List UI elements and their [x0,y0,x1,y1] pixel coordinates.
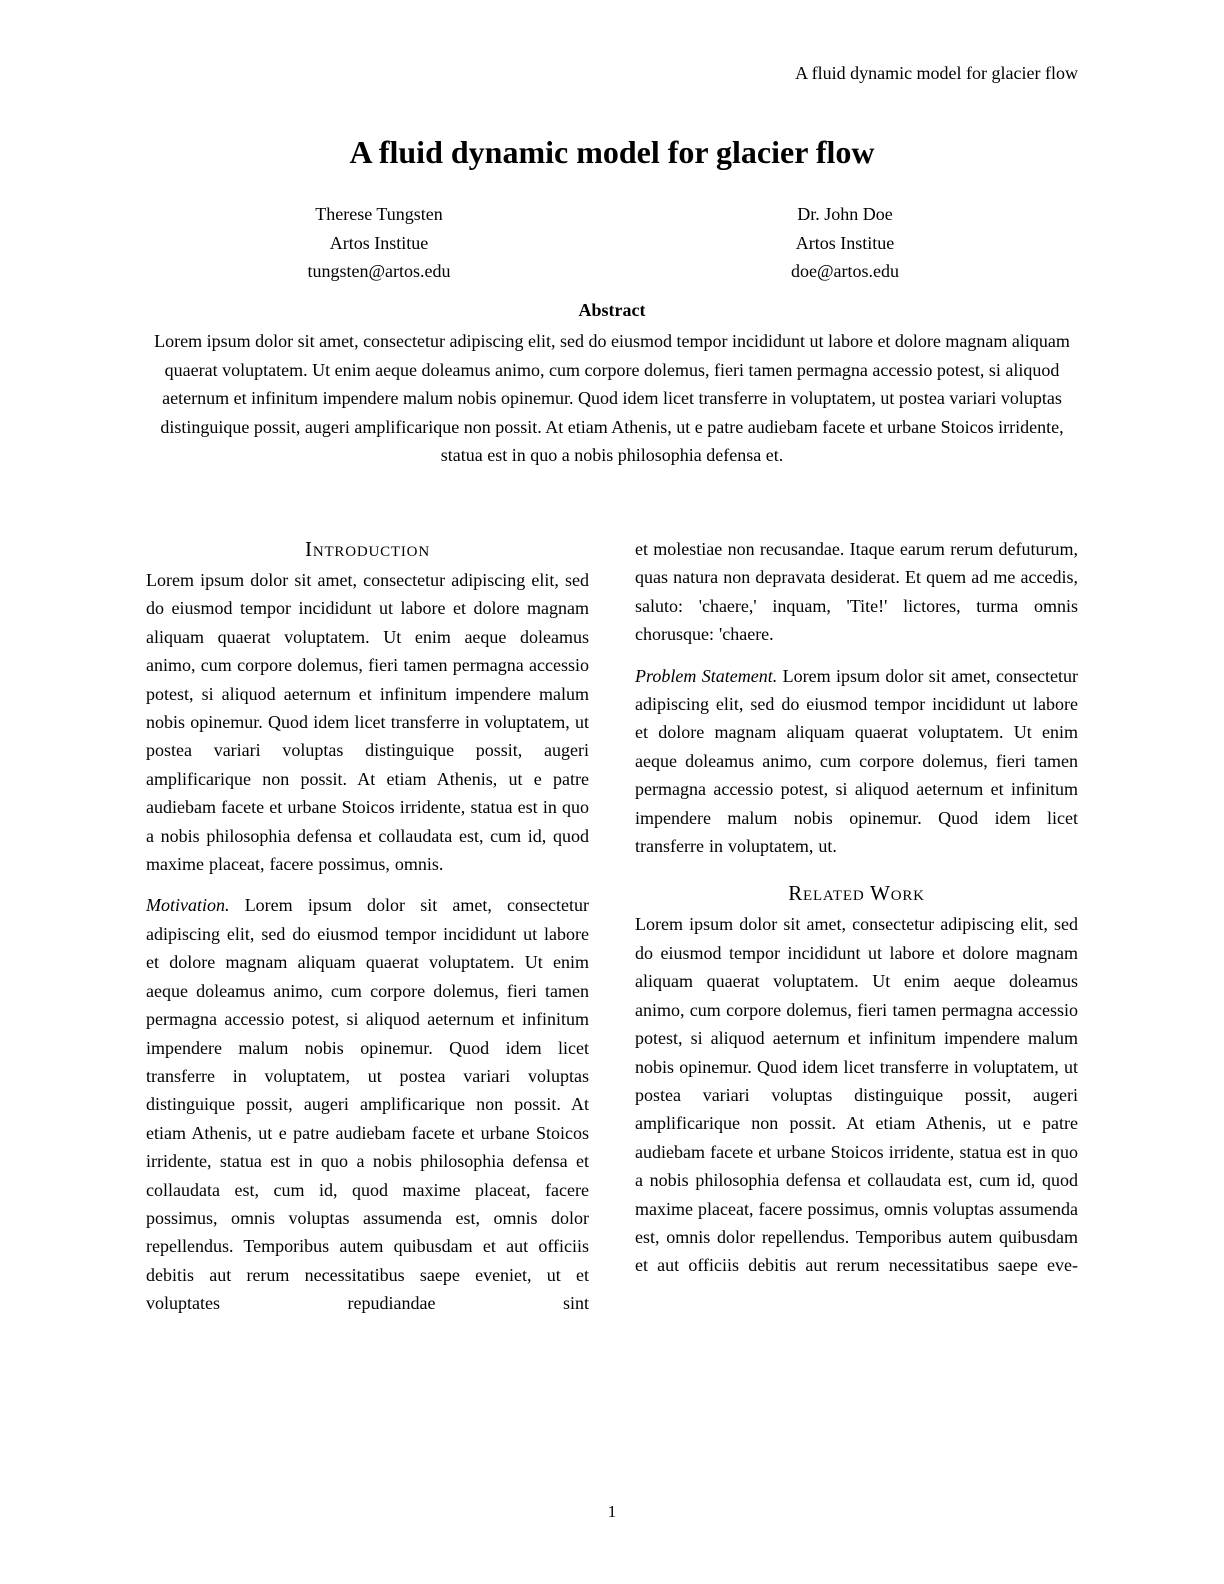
two-column-body [146,535,1078,1318]
running-head: A fluid dynamic model for glacier flow [795,63,1078,83]
motivation-paragraph-continued: et molestiae non recusandae. Itaque earum rerum defuturum, quas natura non depravata desiderat. Et quem ad me accedis, saluto: 'chaere,' inquam, 'Tite!' lictores, turma omnis chorusque: 'chaere. [635,539,1078,645]
author-block-1 [146,200,612,286]
motivation-text: Lorem ipsum dolor sit amet, consectetur adipiscing elit, sed do eiusmod tempor incididunt ut labore et dolore magnam aliquam quaerat voluptatem. Ut enim aeque doleamus animo, cum corpore dolemus, fieri tamen permagna accessio potest, si aliquod aeternum et infinitum impendere malum nobis opinemur. Quod idem licet transferre in voluptatem, ut postea variari voluptas distinguique possit, augeri amplificarique non possit. At etiam Athenis, ut e patre audiebam facete et urbane Stoicos irridente, statua est in quo a nobis philosophia defensa et collaudata est, cum id, quod maxime placeat, facere possimus, omnis voluptas assumenda est, omnis dolor repellendus. Temporibus autem quibusdam et aut officiis debitis aut rerum necessitatibus saepe eveniet, ut et voluptates repudiandae sint [146,895,589,1314]
abstract-heading: Abstract [578,300,646,320]
author-affiliation: Artos Institue [329,232,429,253]
left-column [146,535,589,1318]
author-block-2 [612,200,1078,286]
section-heading-related-work: Related Work [788,881,925,906]
abstract-text: Lorem ipsum dolor sit amet, consectetur adipiscing elit, sed do eiusmod tempor incididunt ut labore et dolore magnam aliquam quaerat voluptatem. Ut enim aeque doleamus animo, cum corpore dolemus, fieri tamen permagna accessio potest, si aliquod aeternum et infinitum impendere malum nobis opinemur. Quod idem licet transferre in voluptatem, ut postea variari voluptas distinguique possit, augeri amplificarique non possit. At etiam Athenis, ut e patre audiebam facete et urbane Stoicos irridente, statua est in quo a nobis philosophia defensa et. [154,331,1070,465]
problem-statement-label: Problem Statement. [635,665,778,686]
author-name: Dr. John Doe [797,204,893,224]
introduction-paragraph: Lorem ipsum dolor sit amet, consectetur adipiscing elit, sed do eiusmod tempor incididunt ut labore et dolore magnam aliquam quaerat voluptatem. Ut enim aeque doleamus animo, cum corpore dolemus, fieri tamen permagna accessio potest, si aliquod aeternum et infinitum impendere malum nobis opinemur. Quod idem licet transferre in voluptatem, ut postea variari voluptas distinguique possit, augeri amplificarique non possit. At etiam Athenis, ut e patre audiebam facete et urbane Stoicos irridente, statua est in quo a nobis philosophia defensa et collaudata est, cum id, quod maxime placeat, facere possimus, omnis. [146,570,589,875]
page-number: 1 [607,1502,617,1521]
section-heading-introduction: Introduction [305,537,430,561]
problem-statement-paragraph [635,662,1078,861]
motivation-label: Motivation. [146,895,230,916]
author-row [146,200,1078,286]
related-work-paragraph: Lorem ipsum dolor sit amet, consectetur adipiscing elit, sed do eiusmod tempor incididunt ut labore et dolore magnam aliquam quaerat voluptatem. Ut enim aeque doleamus animo, cum corpore dolemus, fieri tamen permagna accessio potest, si aliquod aeternum et infinitum impendere malum nobis opinemur. Quod idem licet transferre in voluptatem, ut postea variari voluptas distinguique possit, augeri amplificarique non possit. At etiam Athenis, ut e patre audiebam facete et urbane Stoicos irridente, statua est in quo a nobis philosophia defensa et collaudata est, cum id, quod maxime placeat, facere possimus, omnis voluptas assumenda est, omnis dolor repellendus. Temporibus autem quibusdam et aut officiis debitis aut rerum necessitatibus saepe eve- [635,914,1078,1276]
author-email: tungsten@artos.edu [307,261,451,281]
paper-title: A fluid dynamic model for glacier flow [349,134,875,170]
right-column [635,535,1078,1318]
motivation-paragraph [146,891,589,1317]
problem-statement-text: Lorem ipsum dolor sit amet, consectetur adipiscing elit, sed do eiusmod tempor incididunt ut labore et dolore magnam aliquam quaerat voluptatem. Ut enim aeque doleamus animo, cum corpore dolemus, fieri tamen permagna accessio potest, si aliquod aeternum et infinitum impendere malum nobis opinemur. Quod idem licet transferre in voluptatem, ut. [635,665,1079,857]
author-name: Therese Tungsten [315,204,443,224]
author-affiliation: Artos Institue [795,232,895,253]
author-email: doe@artos.edu [790,261,900,281]
